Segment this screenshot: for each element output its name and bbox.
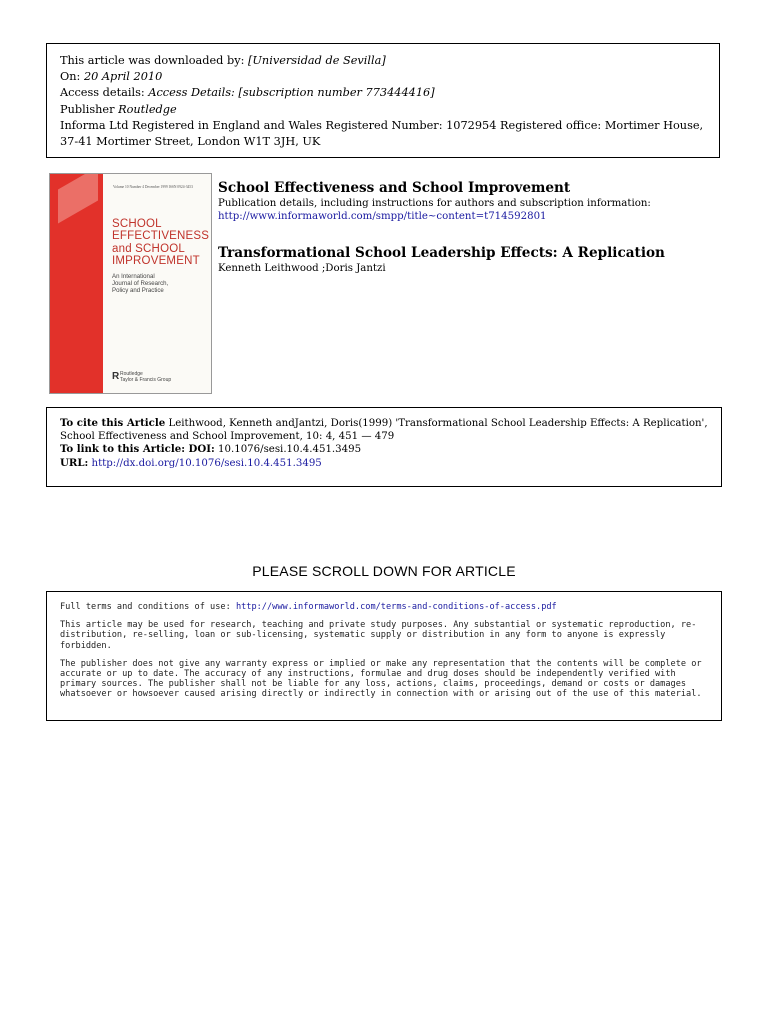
download-info-box — [46, 43, 720, 158]
doi-value: 10.1076/sesi.10.4.451.3495 — [218, 444, 362, 456]
cite-text: Leithwood, Kenneth andJantzi, Doris(1999) 'Transformational School Leadership Effects: A Replication', School Effectiveness and School Improvement, 10: 4, 451 — 479 — [60, 418, 708, 442]
article-authors: Kenneth Leithwood ;Doris Jantzi — [218, 263, 386, 274]
cover-title-line: IMPROVEMENT — [112, 255, 200, 268]
downloaded-by-label: This article was downloaded by: — [60, 54, 245, 67]
cite-line — [60, 417, 709, 443]
publisher-line — [60, 102, 707, 118]
download-date-value: 20 April 2010 — [83, 70, 163, 84]
publisher-label: Publisher — [60, 102, 115, 116]
cover-title-line: EFFECTIVENESS — [112, 230, 210, 243]
full-terms-link[interactable]: http://www.informaworld.com/terms-and-conditions-of-access.pdf — [235, 602, 557, 612]
journal-info — [218, 180, 718, 223]
cover-publisher-logo-text — [120, 372, 171, 383]
doi-label: To link to this Article: DOI: — [60, 443, 215, 456]
doi-line — [60, 443, 709, 457]
full-terms-label: Full terms and conditions of use: — [60, 602, 231, 612]
cover-logo-line: Routledge — [120, 371, 143, 377]
url-line — [60, 457, 709, 471]
terms-paragraph-disclaimer: The publisher does not give any warranty express or implied or make any representation that the contents will be complete or accurate or up to date. The accuracy of any instructions, formulae and drug doses should be independently verified with primary sources. The publisher shall not be liable for any loss, actions, claims, proceedings, demand or costs or damages whatsoever or howsoever caused arising directly or indirectly in connection with or arising out of the use of this material. — [60, 658, 702, 700]
access-details-label: Access details: — [60, 86, 145, 100]
citation-box — [46, 407, 722, 487]
cover-subtitle-line: Policy and Practice — [112, 287, 164, 295]
cover-subtitle-line: An International — [112, 273, 155, 280]
cover-title-line: SCHOOL — [112, 218, 162, 230]
article-url-link[interactable]: http://dx.doi.org/10.1076/sesi.10.4.451.3495 — [91, 457, 322, 469]
downloaded-by-line — [60, 53, 707, 69]
download-date-line — [60, 69, 707, 85]
journal-title: School Effectiveness and School Improvement — [218, 180, 571, 196]
cover-volume-line: Volume 10 Number 4 December 1999 ISSN 0924-3453 — [113, 185, 193, 189]
scroll-down-heading: PLEASE SCROLL DOWN FOR ARTICLE — [252, 563, 516, 579]
cover-subtitle-line: Journal of Research, — [112, 280, 169, 288]
downloaded-by-value: [Universidad de Sevilla] — [248, 54, 386, 67]
cover-title-line: and SCHOOL — [112, 242, 185, 255]
download-date-label: On: — [60, 70, 81, 84]
url-label: URL: — [60, 456, 89, 469]
access-details-line — [60, 85, 707, 101]
cite-label: To cite this Article — [60, 417, 166, 429]
routledge-logo-icon: R — [112, 371, 120, 382]
registration-text: Informa Ltd Registered in England and Wales Registered Number: 1072954 Registered office: Mortimer House, 37-41 Mortimer Street, London W1T 3JH, UK — [60, 118, 704, 149]
terms-box — [46, 591, 722, 721]
terms-paragraph-use: This article may be used for research, teaching and private study purposes. Any substantial or systematic reproduction, re-distribution, re-selling, loan or sub-licensing, systematic supply or distribution in any form to anyone is expressly forbidden. — [60, 620, 697, 651]
access-details-value: Access Details: [subscription number 773444416] — [148, 86, 435, 100]
cover-subtitle — [112, 273, 168, 295]
publication-details: Publication details, including instructions for authors and subscription information: — [218, 198, 651, 209]
journal-link[interactable]: http://www.informaworld.com/smpp/title~content=t714592801 — [218, 211, 547, 222]
cover-logo-line: Taylor & Francis Group — [120, 376, 172, 383]
cover-title — [112, 218, 209, 268]
journal-cover-image — [49, 173, 212, 394]
article-title: Transformational School Leadership Effects: A Replication — [218, 245, 665, 261]
publisher-value: Routledge — [118, 102, 177, 116]
full-terms-line — [60, 602, 709, 612]
